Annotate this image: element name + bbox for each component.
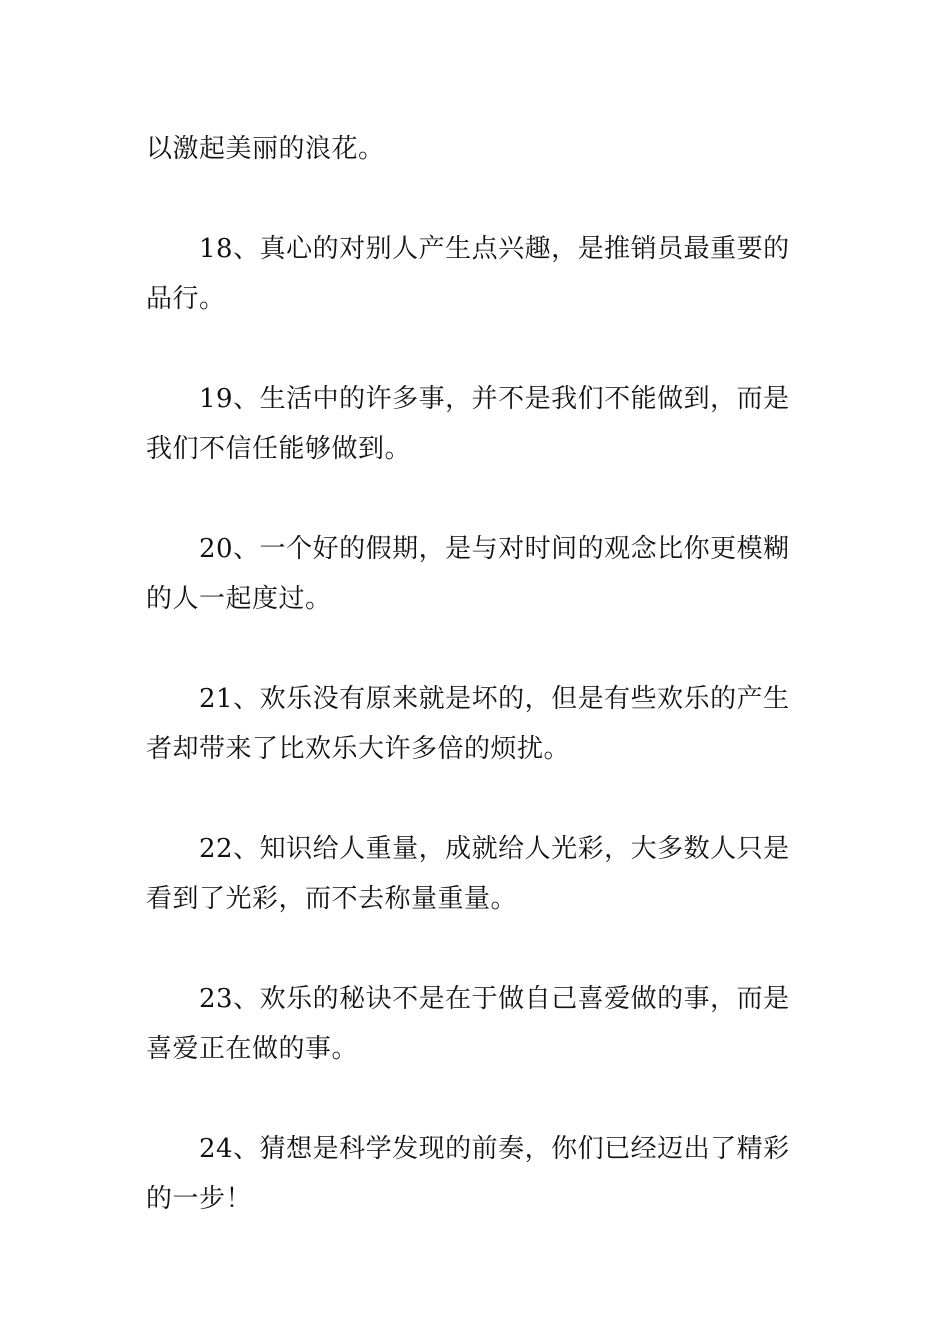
paragraph-quote-22: 22、知识给人重量，成就给人光彩，大多数人只是看到了光彩，而不去称量重量。	[146, 834, 790, 914]
paragraph-quote-21: 21、欢乐没有原来就是坏的，但是有些欢乐的产生者却带来了比欢乐大许多倍的烦扰。	[146, 684, 790, 764]
paragraph-continuation: 以激起美丽的浪花。	[146, 134, 385, 164]
paragraph-quote-18: 18、真心的对别人产生点兴趣，是推销员最重要的品行。	[146, 234, 790, 314]
paragraph-quote-20: 20、一个好的假期，是与对时间的观念比你更模糊的人一起度过。	[146, 534, 790, 614]
paragraph-quote-24: 24、猜想是科学发现的前奏，你们已经迈出了精彩的一步！	[146, 1134, 790, 1214]
paragraph-quote-19: 19、生活中的许多事，并不是我们不能做到，而是我们不信任能够做到。	[146, 384, 790, 464]
paragraph-quote-23: 23、欢乐的秘诀不是在于做自己喜爱做的事，而是喜爱正在做的事。	[146, 984, 790, 1064]
